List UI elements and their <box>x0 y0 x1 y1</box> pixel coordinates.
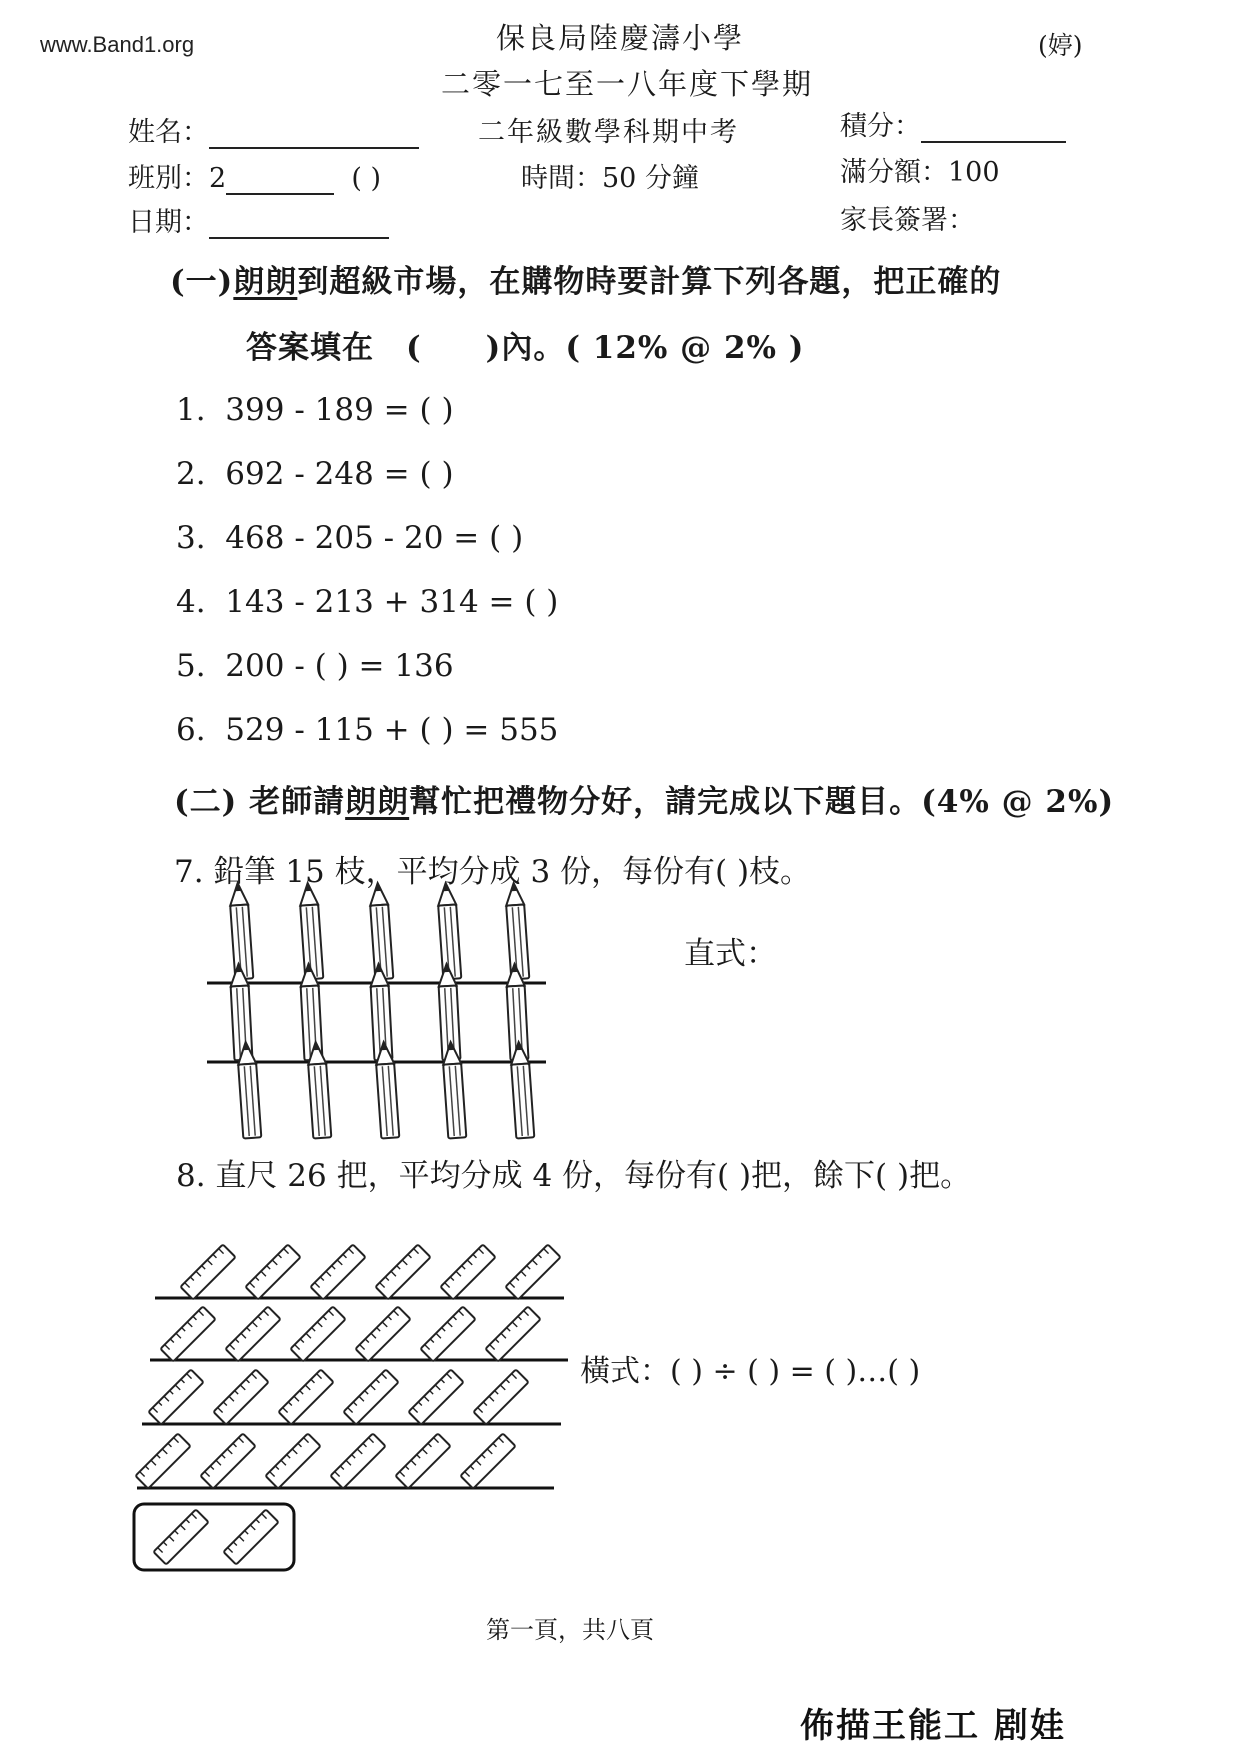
exam-title: 二年級數學科期中考 <box>478 117 739 148</box>
question-number: 4. <box>176 584 206 620</box>
question-8-work-label: 橫式：( ) ÷ ( ) = ( )…( ) <box>580 1354 921 1389</box>
question-7: 7. 鉛筆 15 枝，平均分成 3 份，每份有( )枝。 <box>174 854 812 890</box>
section2-title-name: 朗朗 <box>345 784 410 820</box>
pencil-icon <box>437 882 462 979</box>
question-text: 200 - ( ) = 136 <box>225 648 454 684</box>
full-mark: 滿分額：100 <box>840 157 1000 188</box>
ruler-icon <box>440 1244 495 1299</box>
teacher-mark: (婷) <box>1038 31 1083 60</box>
section1-title-text: (一)朗朗到超級市場，在購物時要計算下列各題，把正確的 <box>170 264 1002 300</box>
ruler-icon <box>485 1306 540 1361</box>
question-text: 468 - 205 - 20 = ( ) <box>225 520 524 556</box>
date-label: 日期： <box>128 207 209 238</box>
ruler-icon <box>505 1244 560 1299</box>
question-text: 143 - 213 + 314 = ( ) <box>225 584 559 620</box>
ruler-icon <box>310 1244 365 1299</box>
name-label: 姓名： <box>128 117 209 148</box>
ruler-icon <box>180 1244 235 1299</box>
page-number: 第一頁，共八頁 <box>486 1616 654 1644</box>
parent-signature-label: 家長簽署： <box>840 205 975 236</box>
ruler-icon <box>343 1369 398 1424</box>
pencil-icon <box>307 1041 332 1138</box>
ruler-icon <box>160 1306 215 1361</box>
question-7-work-label: 直式： <box>684 936 777 972</box>
ruler-icon <box>290 1306 345 1361</box>
school-term: 二零一七至一八年度下學期 <box>441 67 814 101</box>
ruler-icon <box>148 1369 203 1424</box>
pencil-icon <box>442 1041 467 1138</box>
pencil-icon <box>229 882 254 979</box>
question-8: 8. 直尺 26 把，平均分成 4 份，每份有( )把，餘下( )把。 <box>176 1158 972 1194</box>
question-text: 529 - 115 + ( ) = 555 <box>225 712 559 748</box>
ruler-icon <box>330 1433 385 1488</box>
ruler-icon <box>460 1433 515 1488</box>
question-number: 3. <box>176 520 206 556</box>
ruler-icon <box>153 1509 208 1564</box>
pencil-icon <box>369 882 394 979</box>
ruler-icon <box>375 1244 430 1299</box>
section1-title-line2: 答案填在 ( )內。( 12% @ 2% ) <box>246 330 805 366</box>
question-number: 2. <box>176 456 206 492</box>
ruler-icon <box>408 1369 463 1424</box>
pencil-group <box>207 882 546 1138</box>
ruler-icon <box>245 1244 300 1299</box>
question-text: 692 - 248 = ( ) <box>225 456 454 492</box>
ruler-icon <box>278 1369 333 1424</box>
question-number: 6. <box>176 712 206 748</box>
ruler-icon <box>223 1509 278 1564</box>
question-number: 1. <box>176 392 206 428</box>
bottom-cut-text: 佈描王能工 剧娃 <box>800 1706 1066 1746</box>
pencil-icon <box>299 882 324 979</box>
school-name: 保良局陸慶濤小學 <box>496 21 745 55</box>
ruler-group <box>134 1244 568 1570</box>
pencil-icon <box>510 1041 535 1138</box>
ruler-icon <box>473 1369 528 1424</box>
question-number: 5. <box>176 648 206 684</box>
ruler-icon <box>265 1433 320 1488</box>
exam-time: 時間：50 分鐘 <box>521 163 699 194</box>
section2-title-prefix: (二) 老師請 <box>174 784 346 820</box>
score-label: 積分： <box>840 111 921 142</box>
watermark: www.Band1.org <box>40 32 195 57</box>
pencil-icon <box>237 1041 262 1138</box>
section1-title-name: 朗朗 <box>233 264 298 300</box>
ruler-icon <box>395 1433 450 1488</box>
class-number-paren: ( ) <box>351 163 382 194</box>
ruler-icon <box>200 1433 255 1488</box>
section2-title-suffix: 幫忙把禮物分好，請完成以下題目。(4% @ 2%) <box>409 784 1115 820</box>
ruler-icon <box>420 1306 475 1361</box>
question-text: 399 - 189 = ( ) <box>225 392 454 428</box>
ruler-icon <box>355 1306 410 1361</box>
ruler-icon <box>213 1369 268 1424</box>
class-label: 班別：2 <box>128 163 227 194</box>
ruler-icon <box>225 1306 280 1361</box>
ruler-icon <box>135 1433 190 1488</box>
pencil-icon <box>505 882 530 979</box>
pencil-icon <box>375 1041 400 1138</box>
